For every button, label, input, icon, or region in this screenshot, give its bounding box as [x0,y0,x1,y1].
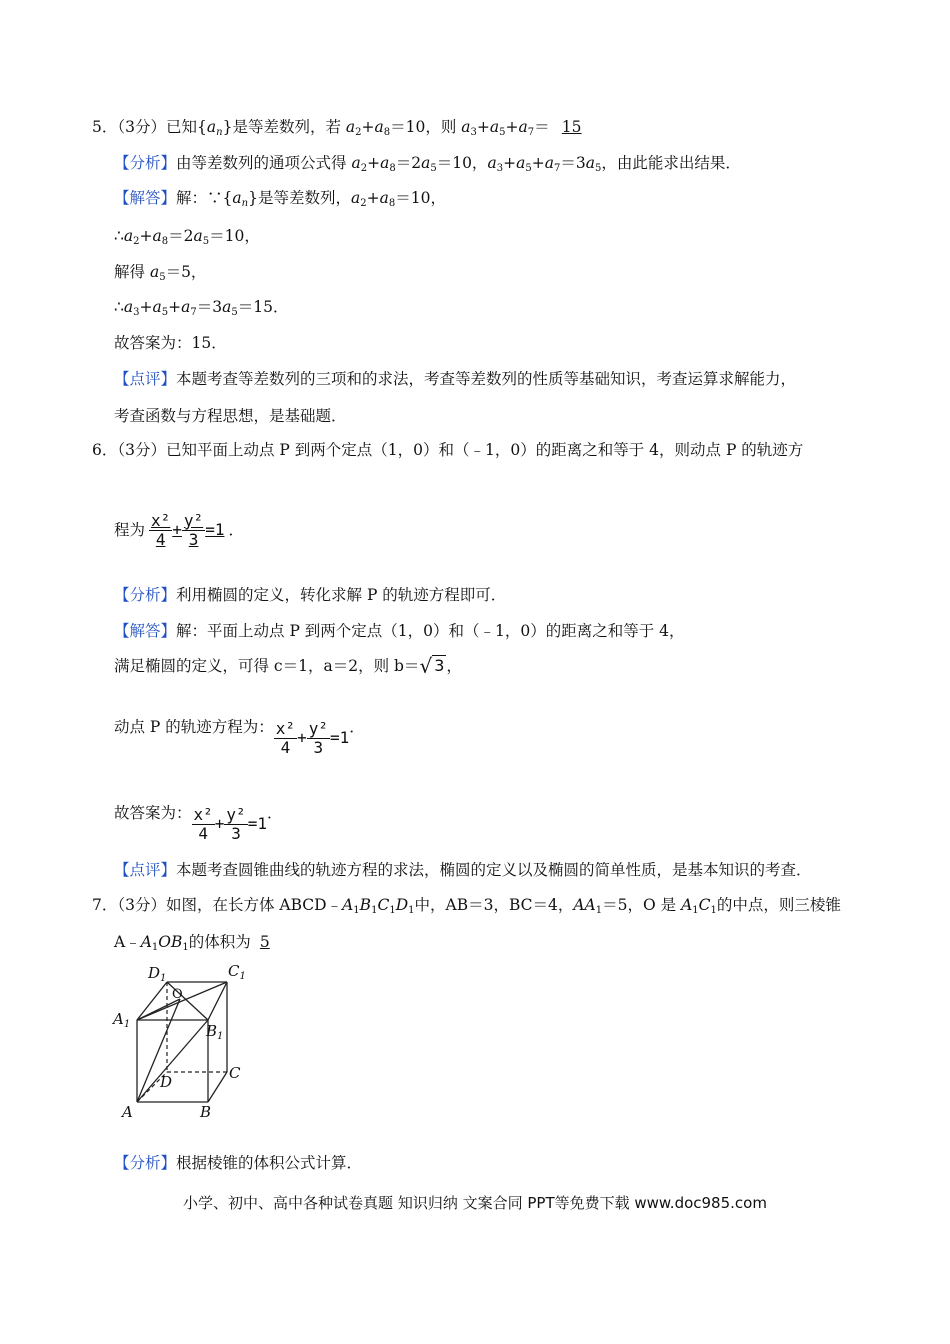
q5-comment-1: 【点评】本题考查等差数列的三项和的求法，考查等差数列的性质等基础知识，考查运算求解能力， [114,370,797,388]
label-B: B [200,1103,212,1121]
q5-stem: 5．（3分）已知$\{a_n\}$是等差数列，若 $a_2+a_8=10$，则 $a_3+a_5+a_7= 15$ [92,117,594,137]
q5-solution-1: 【解答】解：$\because\{a_n\}$是等差数列，$a_2+a_8=10$， [114,189,446,209]
q6-solution-2: 满足椭圆的定义，可得 c＝1，a＝2，则 b＝ √ 3 ， [114,654,462,678]
q6-stem-1: 6．（3分）已知平面上动点 P 到两个定点（1，0）和（﹣1，0）的距离之和等于 4，则动点 P 的轨迹方 [92,441,804,459]
q5-solution-3: 解得 $a_5=5$， [114,263,207,283]
label-D: D [160,1073,173,1091]
q5-comment-2: 考查函数与方程思想，是基础题． [114,407,347,425]
q7-analysis: 【分析】根据棱锥的体积公式计算． [114,1154,363,1172]
q6-solution-4: 故答案为： $\frac{\text{x²}}{4}$ + $\frac{\text{y²}}{3}$ =1 ． [114,804,283,843]
q6-analysis: 【分析】利用椭圆的定义，转化求解 P 的轨迹方程即可． [114,586,507,604]
solution-tag: 【解答】 [114,189,177,207]
label-B1: $B_1$ [206,1022,224,1042]
q7-answer: 5 [259,933,270,951]
analysis-tag: 【分析】 [114,154,177,172]
page-footer: 小学、初中、高中各种试卷真题 知识归纳 文案合同 PPT等免费下载 www.doc985.com [183,1194,767,1212]
q5-answer: 15 [561,118,582,136]
q6-solution-3: 动点 P 的轨迹方程为： $\frac{\text{x²}}{4}$ + $\frac{\text{y²}}{3}$ =1 ． [114,718,365,757]
comment-tag: 【点评】 [114,370,177,388]
label-A1: $A_1$ [113,1010,131,1030]
q5-solution-4: $\therefore a_3+a_5+a_7=3a_5=15$． [114,298,289,318]
q6-comment: 【点评】本题考查圆锥曲线的轨迹方程的求法，椭圆的定义以及椭圆的简单性质，是基本知识的考查． [114,861,812,879]
q6-stem-2: 程为 $\frac{\text{x²}}{4}$ + $\frac{\text{y²}}{3}$ =1 ． [114,510,244,549]
q5-solution-5: 故答案为：15． [114,334,227,352]
q5-solution-2: $\therefore a_2+a_8=2a_5=10$， [114,227,260,247]
label-A: A [122,1103,133,1121]
cuboid-figure [110,962,260,1122]
sqrt-symbol: √ 3 [419,654,445,678]
q6-solution-1: 【解答】解：平面上动点 P 到两个定点（1，0）和（﹣1，0）的距离之和等于 4， [114,622,685,640]
label-D1: $D_1$ [148,964,167,984]
q7-stem-2: $A﹣A_1OB_1$的体积为 5 [114,932,279,952]
label-O: O [172,987,183,1002]
q7-stem-1: 7．（3分）如图，在长方体 $ABCD﹣A_1B_1C_1D_1$中，AB＝3，BC＝4，$AA_1=5$，O 是 $A_1C_1$的中点，则三棱锥 [92,896,841,916]
q5-analysis: 【分析】由等差数列的通项公式得 $a_2+a_8=2a_5=10$，$a_3+a_5+a_7=3a_5$，由此能求出结果． [114,154,741,174]
q6-answer-equation: $\frac{\text{x²}}{4}$ + $\frac{\text{y²}}{3}$ =1 [151,510,225,549]
label-C: C [229,1064,241,1082]
label-C1: $C_1$ [228,962,246,982]
